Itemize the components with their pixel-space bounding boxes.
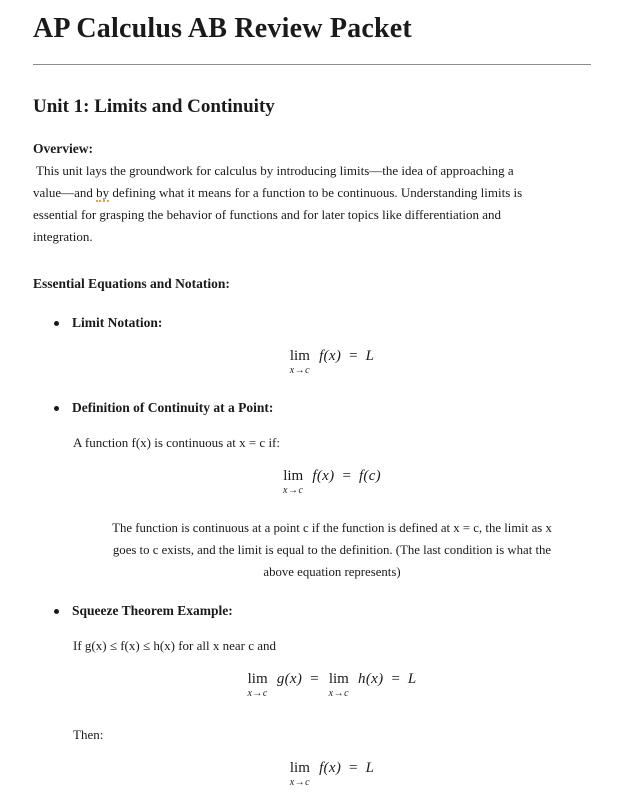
grammar-flagged-word[interactable]: by xyxy=(96,185,110,200)
then-label: Then: xyxy=(73,727,104,742)
bullet-label-limit-notation: Limit Notation: xyxy=(72,315,163,330)
bullet-icon xyxy=(54,321,59,326)
essentials-heading: Essential Equations and Notation: xyxy=(33,276,230,291)
continuity-note xyxy=(73,517,591,583)
equation-body: f(x) = L xyxy=(319,348,375,364)
bullet-label-squeeze: Squeeze Theorem Example: xyxy=(72,603,233,618)
equation-limit-notation xyxy=(73,348,591,380)
limit-operator xyxy=(247,671,267,700)
overview-line-3: essential for grasping the behavior of functions and for later topics like differentiation and xyxy=(33,207,501,222)
limit-operator-text: lim xyxy=(289,760,310,776)
bullet-label-continuity: Definition of Continuity at a Point: xyxy=(72,400,274,415)
continuity-note-line-1: The function is continuous at a point c if the function is defined at x = c, the limit as x xyxy=(112,521,552,535)
equation-body: h(x) = L xyxy=(358,671,417,687)
equation-conclusion xyxy=(73,760,591,792)
limit-operator-text: lim xyxy=(328,671,349,687)
overview-label: Overview: xyxy=(33,141,93,156)
limit-subscript: x→c xyxy=(289,777,311,788)
document-title: AP Calculus AB Review Packet xyxy=(33,13,412,44)
limit-subscript: x→c xyxy=(289,365,311,376)
overview-line-2-before: value—and xyxy=(33,185,97,200)
overview-line-2 xyxy=(33,182,591,204)
limit-operator xyxy=(329,671,349,700)
equation-continuity xyxy=(73,468,591,500)
section-heading: Unit 1: Limits and Continuity xyxy=(33,96,275,117)
limit-operator xyxy=(290,760,310,789)
bullet-icon xyxy=(54,609,59,614)
overview-line-4: integration. xyxy=(33,229,93,244)
overview-line-2-after: defining what it means for a function to be continuous. Understanding limits is xyxy=(109,185,523,200)
limit-operator-text: lim xyxy=(289,348,310,364)
continuity-note-line-3: above equation represents) xyxy=(263,565,401,579)
continuity-intro: A function f(x) is continuous at x = c if: xyxy=(73,435,280,450)
limit-subscript: x→c xyxy=(247,688,268,699)
squeeze-intro: If g(x) ≤ f(x) ≤ h(x) for all x near c and xyxy=(73,638,277,653)
equation-middle: g(x) = xyxy=(276,671,320,687)
bullet-item-squeeze xyxy=(33,600,591,622)
equation-squeeze xyxy=(73,671,591,703)
equation-body: f(x) = f(c) xyxy=(312,468,381,484)
bullet-item-continuity xyxy=(33,397,591,419)
limit-operator-text: lim xyxy=(283,468,304,484)
equation-body: f(x) = L xyxy=(319,760,375,776)
continuity-note-line-2: goes to c exists, and the limit is equal to the definition. (The last condition is what the xyxy=(112,543,552,557)
limit-operator xyxy=(290,348,310,377)
bullet-icon xyxy=(54,406,59,411)
limit-operator xyxy=(283,468,303,497)
limit-subscript: x→c xyxy=(328,688,350,699)
overview-line-1: This unit lays the groundwork for calculus by introducing limits—the idea of approaching a xyxy=(33,163,514,178)
bullet-item-limit-notation xyxy=(33,312,591,334)
limit-operator-text: lim xyxy=(247,671,268,687)
limit-subscript: x→c xyxy=(283,485,304,496)
title-divider xyxy=(33,64,591,65)
